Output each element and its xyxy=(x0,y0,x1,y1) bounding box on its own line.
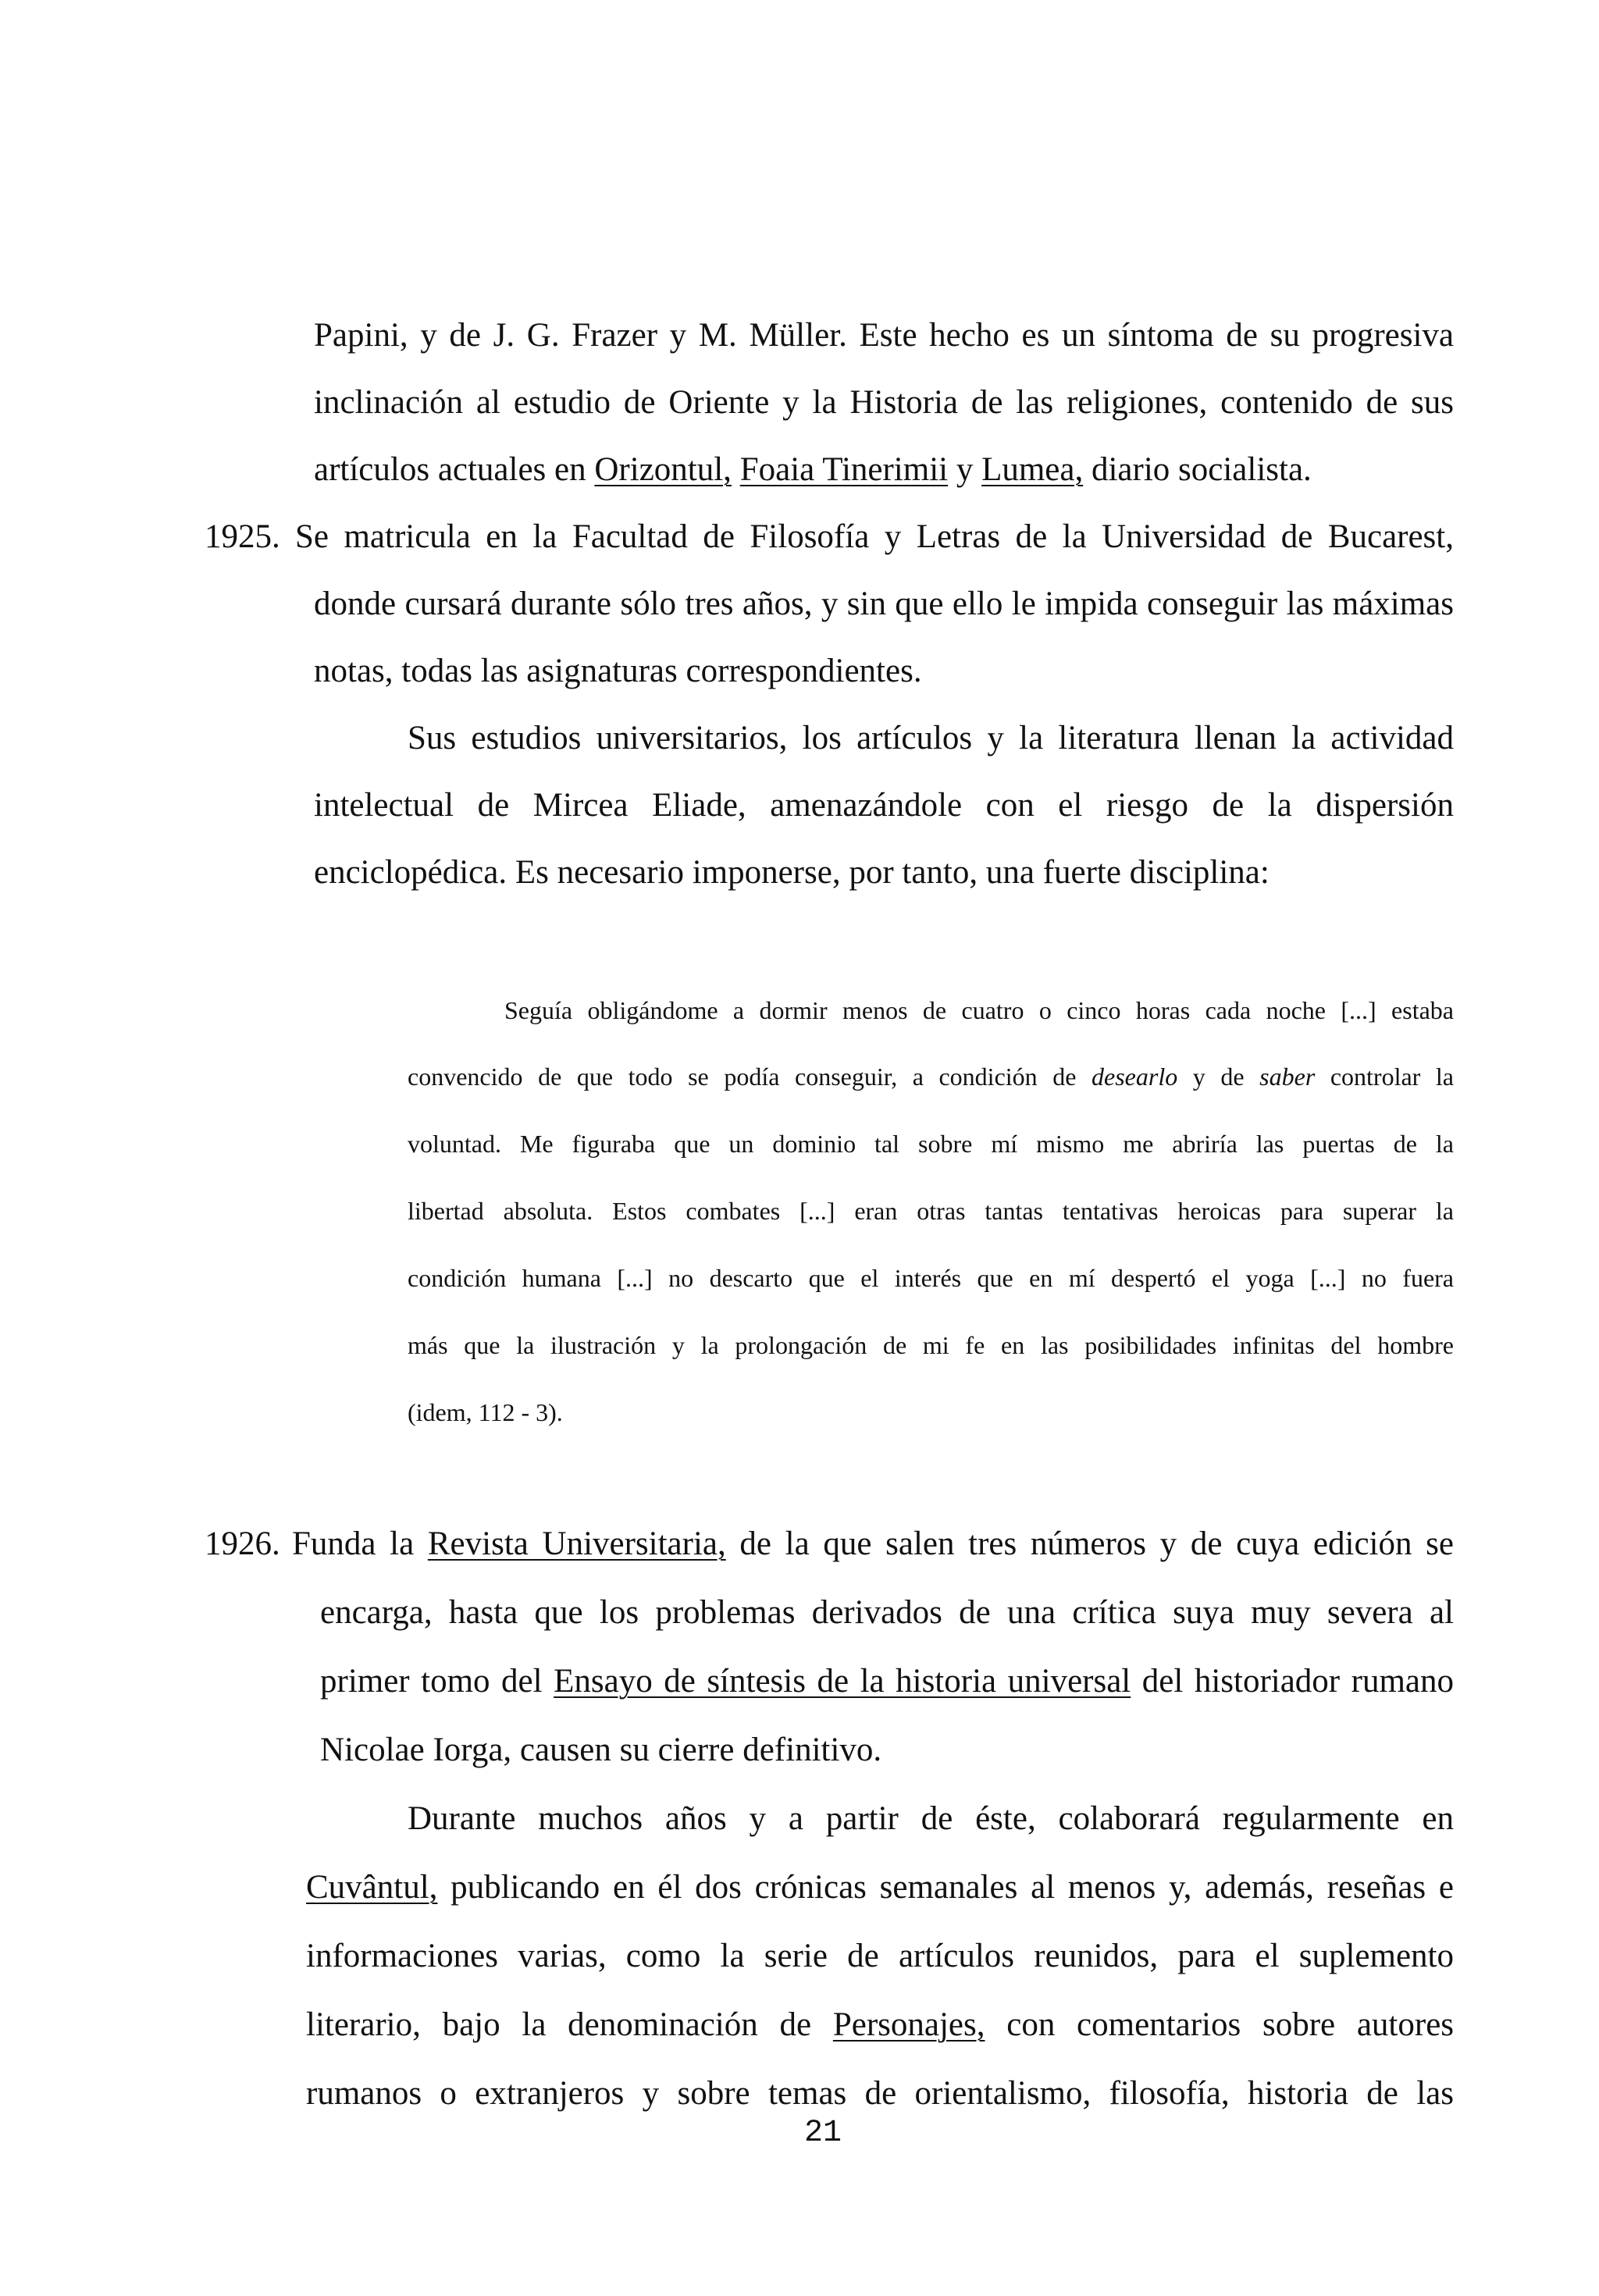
body-line xyxy=(306,1866,1454,1910)
body-line: Sus estudios universitarios, los artículos y la literatura llenan la actividad xyxy=(408,720,1454,756)
quote-line xyxy=(408,1059,1454,1094)
page-number: 21 xyxy=(804,2116,842,2151)
quote-line: voluntad. Me figuraba que un dominio tal sobre mí mismo me abriría las puertas de la xyxy=(408,1130,1454,1158)
section-title: Personajes, xyxy=(832,2006,985,2043)
body-line: notas, todas las asignaturas correspondientes. xyxy=(314,653,922,689)
text-run xyxy=(732,451,740,488)
text-run: convencido de que todo se podía conseguir, a condición de xyxy=(408,1063,1092,1091)
body-line: donde cursará durante sólo tres años, y sin que ello le impida conseguir las máximas xyxy=(314,586,1454,622)
body-line xyxy=(306,2003,1454,2047)
body-line: Nicolae Iorga, causen su cierre definitivo. xyxy=(320,1732,882,1768)
body-line xyxy=(314,448,1312,492)
quote-line: libertad absoluta. Estos combates [...] eran otras tantas tentativas heroicas para superar la xyxy=(408,1197,1454,1225)
periodical-title: Lumea, xyxy=(981,451,1084,488)
text-run: de la que salen tres números y de cuya edición se xyxy=(725,1525,1454,1562)
periodical-title: Cuvântul, xyxy=(306,1869,438,1906)
year-label: 1926. xyxy=(205,1525,280,1562)
body-line xyxy=(292,1522,1454,1566)
body-line: encarga, hasta que los problemas derivados de una crítica suya muy severa al xyxy=(320,1594,1454,1631)
text-run: primer tomo del xyxy=(320,1663,554,1700)
book-title: Ensayo de síntesis de la historia universal xyxy=(554,1663,1131,1700)
body-line xyxy=(320,1660,1454,1703)
body-line: Durante muchos años y a partir de éste, colaborará regularmente en xyxy=(408,1800,1454,1837)
body-line: enciclopédica. Es necesario imponerse, por tanto, una fuerte disciplina: xyxy=(314,854,1270,891)
text-run: y de xyxy=(1177,1063,1260,1091)
body-line: rumanos o extranjeros y sobre temas de orientalismo, filosofía, historia de las xyxy=(306,2075,1454,2112)
quote-line: (idem, 112 - 3). xyxy=(408,1398,563,1426)
quote-line: más que la ilustración y la prolongación de mi fe en las posibilidades infinitas del hombre xyxy=(408,1331,1454,1359)
text-run: controlar la xyxy=(1315,1063,1455,1091)
emphasis: saber xyxy=(1259,1063,1316,1091)
body-line: informaciones varias, como la serie de artículos reunidos, para el suplemento xyxy=(306,1938,1454,1974)
text-run: publicando en él dos crónicas semanales al menos y, además, reseñas e xyxy=(437,1869,1454,1906)
text-run: artículos actuales en xyxy=(314,451,595,488)
text-run: del historiador rumano xyxy=(1131,1663,1454,1700)
body-line: Se matricula en la Facultad de Filosofía y Letras de la Universidad de Bucarest, xyxy=(295,518,1454,555)
periodical-title: Revista Universitaria, xyxy=(427,1525,726,1562)
text-run: literario, bajo la denominación de xyxy=(306,2006,833,2043)
text-run: y xyxy=(948,451,982,488)
emphasis: desearlo xyxy=(1092,1063,1178,1091)
quote-line: Seguía obligándome a dormir menos de cuatro o cinco horas cada noche [...] estaba xyxy=(504,996,1454,1024)
text-run: con comentarios sobre autores xyxy=(985,2006,1455,2043)
body-line: Papini, y de J. G. Frazer y M. Müller. Este hecho es un síntoma de su progresiva xyxy=(314,317,1454,354)
periodical-title: Orizontul, xyxy=(594,451,732,488)
year-label: 1925. xyxy=(205,518,280,555)
periodical-title: Foaia Tinerimii xyxy=(739,451,949,488)
text-run: Funda la xyxy=(292,1525,428,1562)
body-line: intelectual de Mircea Eliade, amenazándole con el riesgo de la dispersión xyxy=(314,787,1454,824)
text-run: diario socialista. xyxy=(1083,451,1312,488)
quote-line: condición humana [...] no descarto que el interés que en mí despertó el yoga [...] no fuera xyxy=(408,1264,1454,1292)
body-line: inclinación al estudio de Oriente y la Historia de las religiones, contenido de sus xyxy=(314,384,1454,421)
